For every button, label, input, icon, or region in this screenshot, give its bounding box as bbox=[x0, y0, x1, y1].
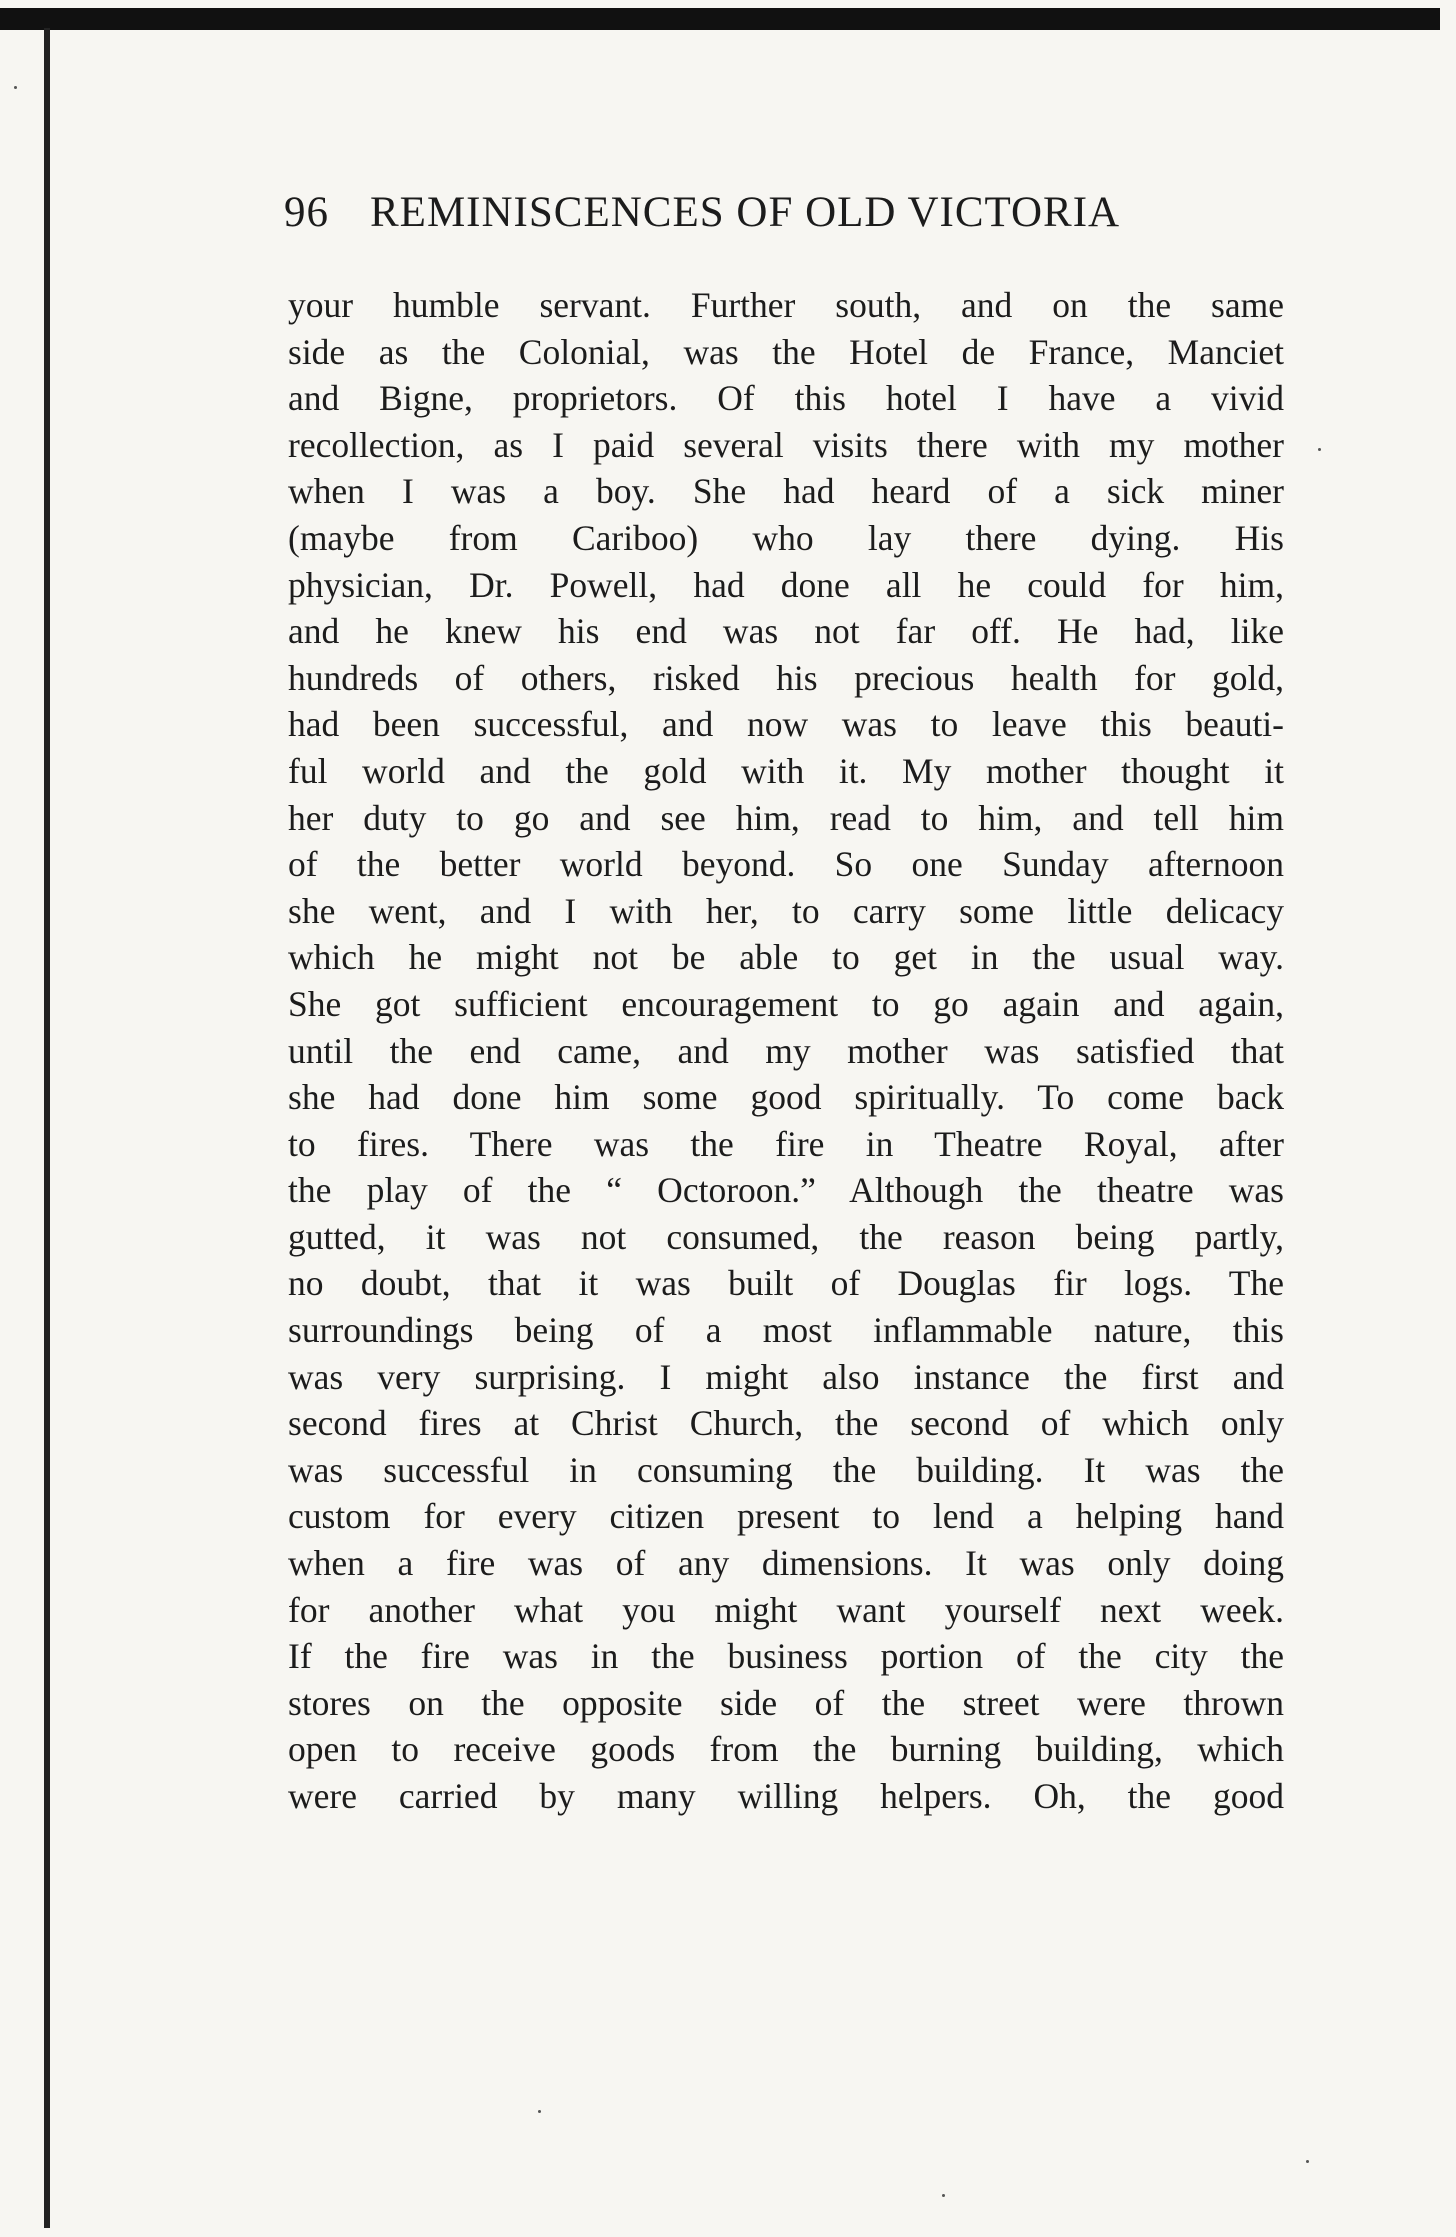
text-line: until the end came, and my mother was satisfied that bbox=[288, 1030, 1284, 1071]
body-text bbox=[288, 282, 1284, 1820]
scan-speck bbox=[942, 2194, 945, 2197]
running-head: REMINISCENCES OF OLD VICTORIA bbox=[370, 189, 1121, 236]
text-line: surroundings being of a most inflammable nature, this bbox=[288, 1310, 1284, 1351]
text-line: and Bigne, proprietors. Of this hotel I have a vivid bbox=[288, 378, 1284, 419]
text-line: physician, Dr. Powell, had done all he could for him, bbox=[288, 564, 1284, 605]
scan-speck bbox=[1306, 2160, 1309, 2163]
text-line: second fires at Christ Church, the second of which only bbox=[288, 1403, 1284, 1444]
text-line: side as the Colonial, was the Hotel de France, Manciet bbox=[288, 331, 1284, 372]
text-line: was successful in consuming the building. It was the bbox=[288, 1449, 1284, 1490]
scan-speck bbox=[538, 2110, 541, 2113]
text-line: which he might not be able to get in the usual way. bbox=[288, 937, 1284, 978]
page-number: 96 bbox=[284, 189, 329, 236]
text-line: for another what you might want yourself next week. bbox=[288, 1589, 1284, 1630]
text-line: (maybe from Cariboo) who lay there dying. His bbox=[288, 517, 1284, 558]
text-line: when a fire was of any dimensions. It was only doing bbox=[288, 1543, 1284, 1584]
text-line: She got sufficient encouragement to go again and again, bbox=[288, 983, 1284, 1024]
text-line: of the better world beyond. So one Sunday afternoon bbox=[288, 844, 1284, 885]
scan-speck bbox=[1318, 448, 1321, 451]
text-line: she had done him some good spiritually. To come back bbox=[288, 1077, 1284, 1118]
left-border-rule bbox=[44, 28, 50, 2228]
text-line: to fires. There was the fire in Theatre Royal, after bbox=[288, 1123, 1284, 1164]
text-line: the play of the “ Octoroon.” Although the theatre was bbox=[288, 1170, 1284, 1211]
text-line: was very surprising. I might also instance the first and bbox=[288, 1356, 1284, 1397]
text-line: recollection, as I paid several visits there with my mother bbox=[288, 424, 1284, 465]
text-line: custom for every citizen present to lend a helping hand bbox=[288, 1496, 1284, 1537]
text-line: were carried by many willing helpers. Oh, the good bbox=[288, 1776, 1284, 1816]
text-line: stores on the opposite side of the street were thrown bbox=[288, 1682, 1284, 1723]
text-line: and he knew his end was not far off. He had, like bbox=[288, 611, 1284, 652]
text-line: when I was a boy. She had heard of a sick miner bbox=[288, 471, 1284, 512]
top-border-rule bbox=[0, 8, 1440, 30]
text-line: If the fire was in the business portion of the city the bbox=[288, 1636, 1284, 1677]
text-line: hundreds of others, risked his precious health for gold, bbox=[288, 657, 1284, 698]
text-line: no doubt, that it was built of Douglas fir logs. The bbox=[288, 1263, 1284, 1304]
text-line: gutted, it was not consumed, the reason being partly, bbox=[288, 1216, 1284, 1257]
text-line: she went, and I with her, to carry some little delicacy bbox=[288, 890, 1284, 931]
page-header bbox=[284, 188, 1204, 244]
text-line: her duty to go and see him, read to him, and tell him bbox=[288, 797, 1284, 838]
text-line: had been successful, and now was to leave this beauti- bbox=[288, 704, 1284, 745]
scan-speck bbox=[14, 86, 17, 89]
text-line: your humble servant. Further south, and on the same bbox=[288, 285, 1284, 325]
text-line: ful world and the gold with it. My mother thought it bbox=[288, 750, 1284, 791]
text-line: open to receive goods from the burning building, which bbox=[288, 1729, 1284, 1770]
